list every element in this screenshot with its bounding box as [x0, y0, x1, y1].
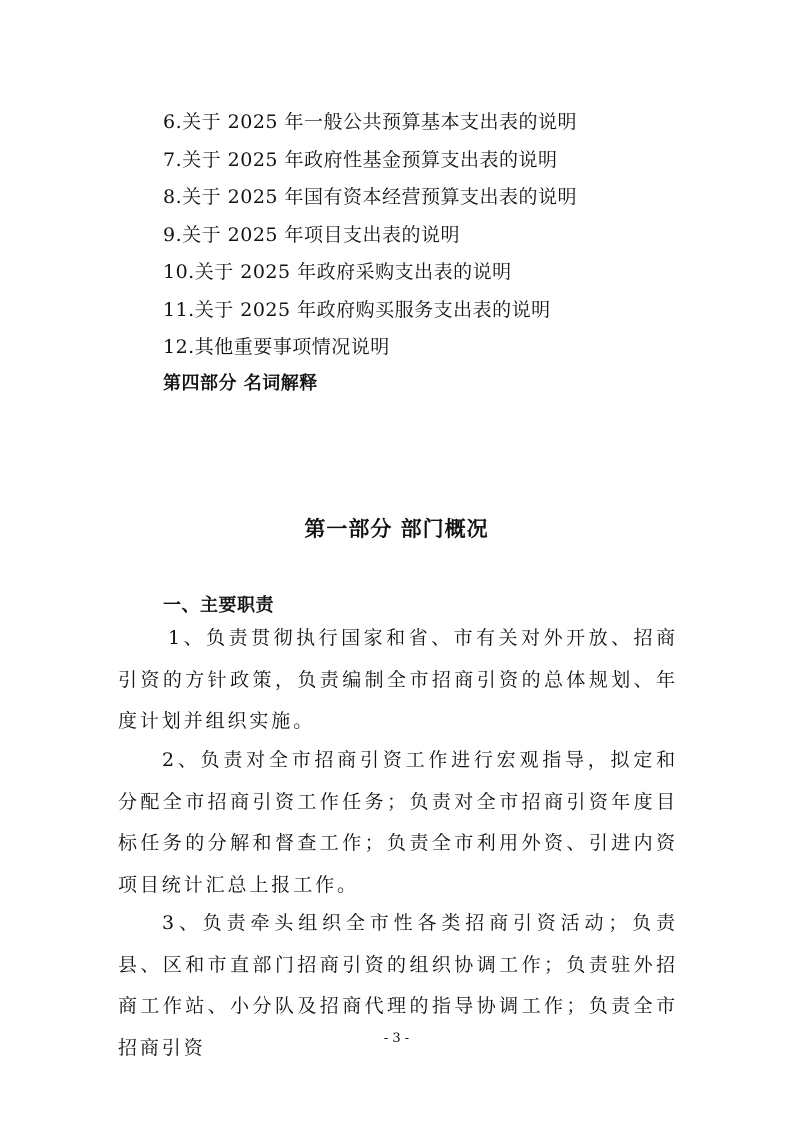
- toc-item: 7.关于 2025 年政府性基金预算支出表的说明: [163, 148, 558, 171]
- section-heading-main-duties: 一、主要职责: [163, 595, 274, 616]
- toc-item: 8.关于 2025 年国有资本经营预算支出表的说明: [163, 186, 578, 208]
- table-of-contents: [163, 104, 723, 401]
- toc-item: 6.关于 2025 年一般公共预算基本支出表的说明: [163, 111, 578, 133]
- toc-item: 9.关于 2025 年项目支出表的说明: [163, 223, 461, 246]
- duty-paragraph-1: 1、负责贯彻执行国家和省、市有关对外开放、招商引资的方针政策，负责编制全市招商引资的总体规划、年度计划并组织实施。: [118, 627, 678, 732]
- page-number: - 3 -: [383, 1031, 410, 1046]
- toc-item: 10.关于 2025 年政府采购支出表的说明: [163, 261, 512, 283]
- toc-part4-heading: 第四部分 名词解释: [163, 372, 318, 394]
- toc-item: 11.关于 2025 年政府购买服务支出表的说明: [163, 298, 551, 321]
- toc-item: 12.其他重要事项情况说明: [163, 336, 390, 358]
- duty-paragraph-3: 3、负责牵头组织全市性各类招商引资活动；负责县、区和市直部门招商引资的组织协调工作；负责驻外招商工作站、小分队及招商代理的指导协调工作；负责全市招商引资: [118, 912, 678, 1059]
- duty-paragraph-2: 2、负责对全市招商引资工作进行宏观指导，拟定和分配全市招商引资工作任务；负责对全市招商引资年度目标任务的分解和督查工作；负责全市利用外资、引进内资项目统计汇总上报工作。: [118, 749, 678, 896]
- part1-title: 第一部分 部门概况: [304, 517, 489, 541]
